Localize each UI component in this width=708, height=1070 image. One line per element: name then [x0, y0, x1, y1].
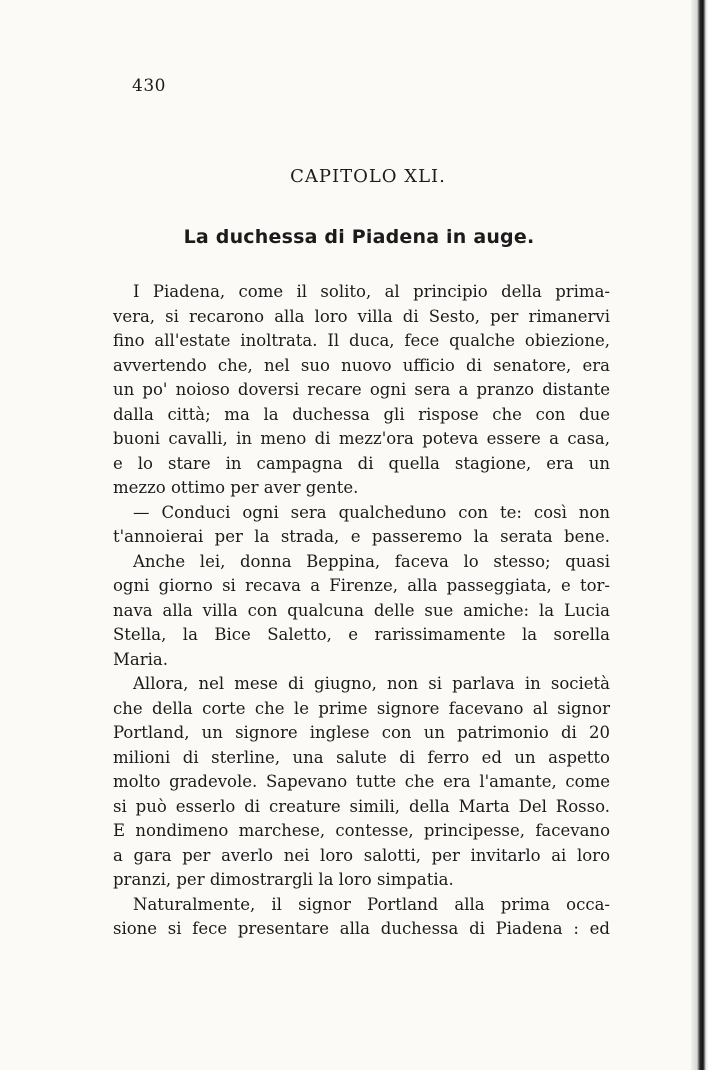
- text-line: pranzi, per dimostrargli la loro simpatia.: [113, 870, 454, 889]
- text-line: avvertendo che, nel suo nuovo ufficio di senatore, era: [113, 355, 610, 375]
- page-edge-shadow: [691, 0, 708, 1070]
- chapter-title: La duchessa di Piadena in auge.: [183, 226, 535, 248]
- text-line: Naturalmente, il signor Portland alla prima occa-: [133, 894, 610, 914]
- text-line: e lo stare in campagna di quella stagione, era un: [113, 453, 610, 473]
- text-line: vera, si recarono alla loro villa di Sesto, per rimanervi: [113, 306, 610, 326]
- text-line: si può esserlo di creature simili, della Marta Del Rosso.: [113, 796, 610, 816]
- text-line: Allora, nel mese di giugno, non si parlava in società: [133, 674, 610, 693]
- text-line: ogni giorno si recava a Firenze, alla passeggiata, e tor-: [113, 576, 610, 595]
- text-line: nava alla villa con qualcuna delle sue amiche: la Lucia: [113, 600, 610, 620]
- text-line: sione si fece presentare alla duchessa di Piadena : ed: [113, 919, 610, 938]
- body-text: [113, 280, 610, 942]
- text-line: Portland, un signore inglese con un patrimonio di 20: [113, 723, 610, 742]
- text-line: che della corte che le prime signore facevano al signor: [113, 698, 610, 718]
- text-line: a gara per averlo nei loro salotti, per invitarlo ai loro: [113, 845, 610, 865]
- text-line: Maria.: [113, 649, 168, 669]
- text-line: buoni cavalli, in meno di mezz'ora poteva essere a casa,: [113, 429, 610, 448]
- page-number: 430: [132, 76, 166, 96]
- text-line: Anche lei, donna Beppina, faceva lo stesso; quasi: [133, 551, 610, 571]
- text-line: — Conduci ogni sera qualcheduno con te: così non: [133, 502, 610, 522]
- text-line: milioni di sterline, una salute di ferro ed un aspetto: [113, 747, 610, 767]
- text-line: molto gradevole. Sapevano tutte che era l'amante, come: [113, 772, 610, 791]
- text-line: fino all'estate inoltrata. Il duca, fece qualche obiezione,: [113, 331, 610, 350]
- text-line: dalla città; ma la duchessa gli rispose che con due: [113, 404, 610, 424]
- text-line: I Piadena, come il solito, al principio della prima-: [133, 282, 610, 301]
- text-line: mezzo ottimo per aver gente.: [113, 478, 359, 497]
- chapter-heading: CAPITOLO XLI.: [290, 166, 446, 187]
- text-line: un po' noioso doversi recare ogni sera a pranzo distante: [113, 380, 610, 399]
- text-line: E nondimeno marchese, contesse, principesse, facevano: [113, 821, 610, 840]
- text-line: t'annoierai per la strada, e passeremo la serata bene.: [113, 527, 610, 546]
- text-line: Stella, la Bice Saletto, e rarissimamente la sorella: [113, 625, 610, 644]
